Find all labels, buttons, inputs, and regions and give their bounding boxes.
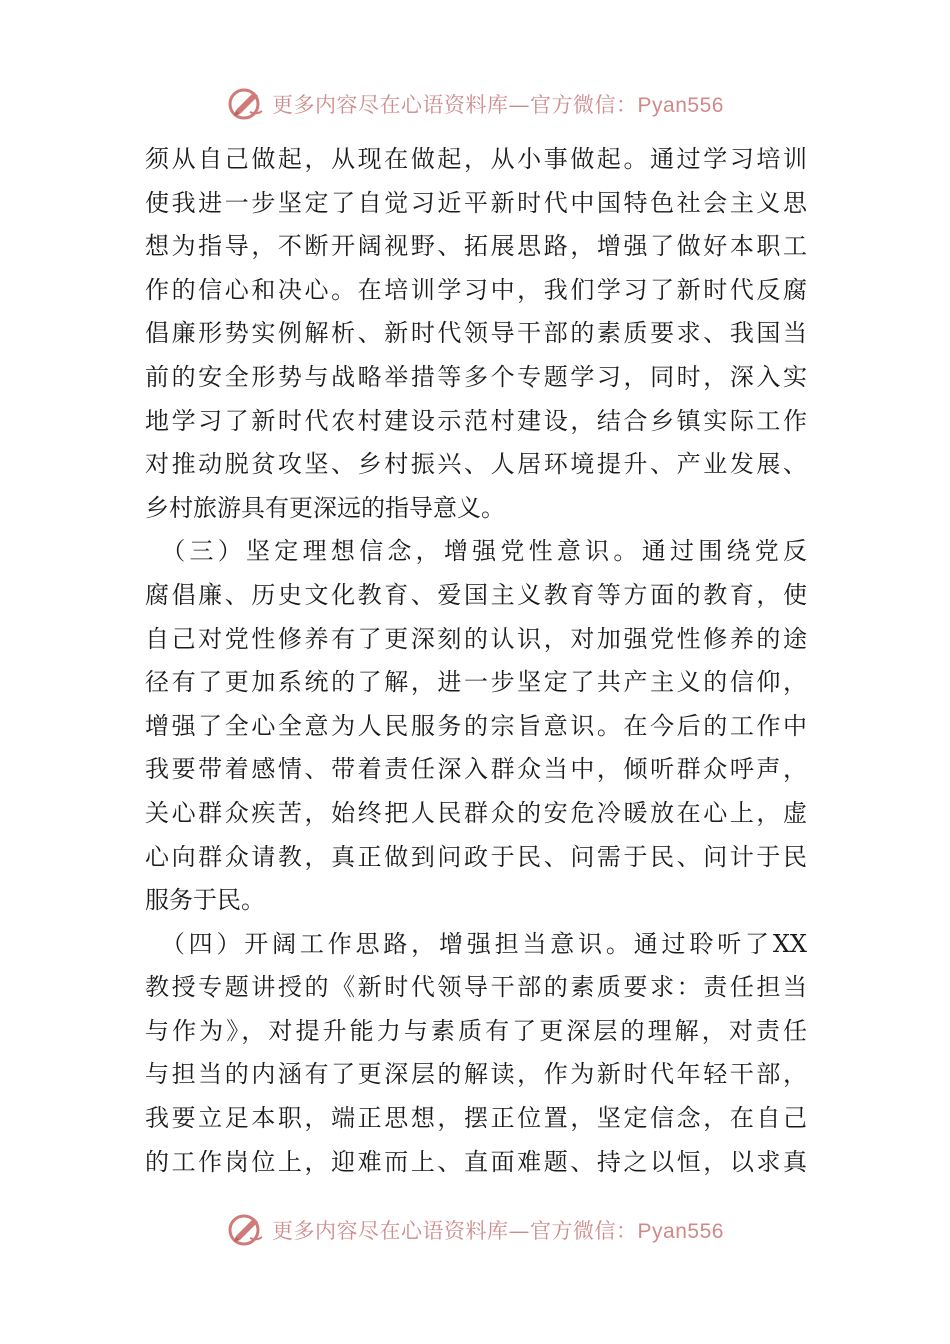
document-body xyxy=(145,138,807,1184)
body-line: 使我进一步坚定了自觉习近平新时代中国特色社会主义思 xyxy=(145,188,807,217)
body-line: 教授专题讲授的《新时代领导干部的素质要求：责任担当 xyxy=(145,973,807,1002)
pen-logo-icon xyxy=(226,1210,266,1250)
body-line: 想为指导，不断开阔视野、拓展思路，增强了做好本职工 xyxy=(145,232,807,261)
body-line: 作的信心和决心。在培训学习中，我们学习了新时代反腐 xyxy=(145,275,807,304)
body-line: 的工作岗位上，迎难而上、直面难题、持之以恒，以求真 xyxy=(145,1147,807,1176)
body-line: 与担当的内涵有了更深层的解读，作为新时代年轻干部， xyxy=(145,1060,807,1089)
body-line: 乡村旅游具有更深远的指导意义。 xyxy=(145,493,505,522)
body-line: 增强了全心全意为人民服务的宗旨意识。在今后的工作中 xyxy=(145,711,807,740)
footer-watermark-banner xyxy=(0,1208,950,1252)
section-heading-line: （四）开阔工作思路，增强担当意识。通过聆听了XX xyxy=(145,929,807,958)
body-line: 地学习了新时代农村建设示范村建设，结合乡镇实际工作 xyxy=(145,406,807,435)
body-line: 前的安全形势与战略举措等多个专题学习，同时，深入实 xyxy=(145,362,807,391)
header-watermark-banner xyxy=(0,82,950,126)
footer-banner-text: 更多内容尽在心语资料库—官方微信：Pyan556 xyxy=(272,1219,724,1243)
body-line: 服务于民。 xyxy=(145,886,265,915)
body-line: 倡廉形势实例解析、新时代领导干部的素质要求、我国当 xyxy=(145,319,807,348)
body-line: 腐倡廉、历史文化教育、爱国主义教育等方面的教育，使 xyxy=(145,580,807,609)
pen-logo-icon xyxy=(226,84,266,124)
body-line: 我要立足本职，端正思想，摆正位置，坚定信念，在自己 xyxy=(145,1104,807,1133)
header-banner-text: 更多内容尽在心语资料库—官方微信：Pyan556 xyxy=(272,93,724,117)
body-line: 须从自己做起，从现在做起，从小事做起。通过学习培训 xyxy=(145,145,807,173)
body-line: 我要带着感情、带着责任深入群众当中，倾听群众呼声， xyxy=(145,755,807,784)
body-line: 对推动脱贫攻坚、乡村振兴、人居环境提升、产业发展、 xyxy=(145,450,807,479)
body-line: 心向群众请教，真正做到问政于民、问需于民、问计于民 xyxy=(145,842,807,871)
body-line: 关心群众疾苦，始终把人民群众的安危冷暖放在心上，虚 xyxy=(145,798,807,827)
section-heading-line: （三）坚定理想信念，增强党性意识。通过围绕党反 xyxy=(145,537,807,566)
body-line: 径有了更加系统的了解，进一步坚定了共产主义的信仰， xyxy=(145,668,807,697)
body-line: 与作为》，对提升能力与素质有了更深层的理解，对责任 xyxy=(145,1016,807,1045)
body-line: 自己对党性修养有了更深刻的认识，对加强党性修养的途 xyxy=(145,624,807,653)
